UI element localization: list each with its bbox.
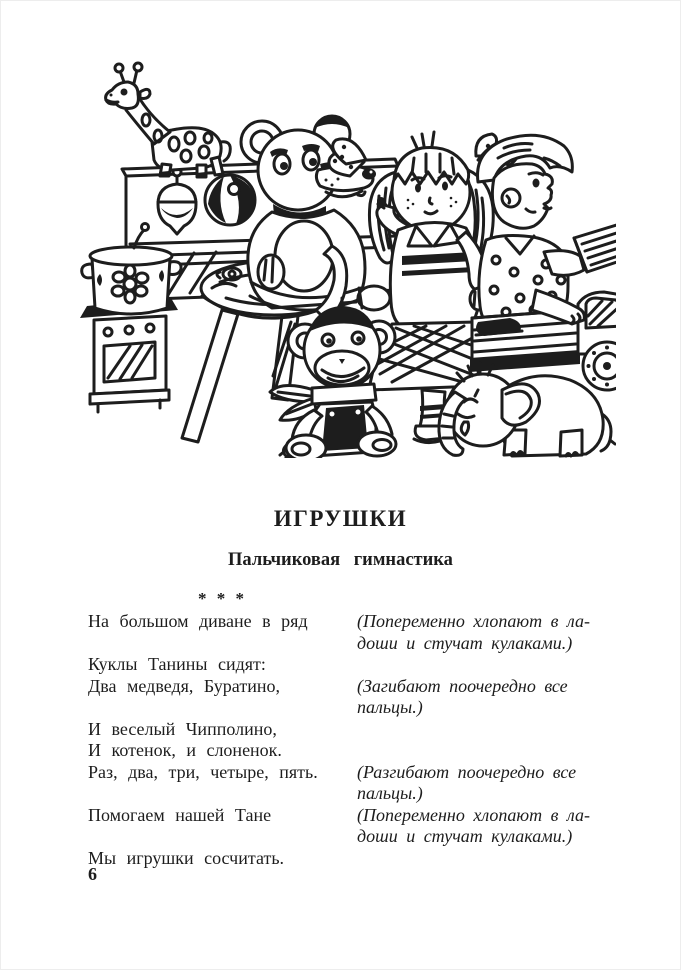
instruction-line: доши и стучат кулаками.) (357, 632, 573, 653)
poem-row (88, 654, 618, 676)
poem-row (88, 848, 618, 870)
page-subtitle: Пальчиковая гимнастика (228, 550, 453, 570)
instruction-line: пальцы.) (357, 697, 423, 717)
instruction-line: (Разгибают поочередно все (357, 761, 577, 782)
instruction-line: (Попеременно хлопают в ла- (357, 804, 590, 825)
poem-row (88, 719, 618, 741)
verse-line: Помогаем нашей Тане (88, 804, 272, 825)
instruction (357, 805, 615, 848)
verse-line: И котенок, и слоненок. (88, 740, 282, 760)
page-title: ИГРУШКИ (273, 506, 408, 531)
poem-row (88, 676, 618, 719)
poem-row (88, 740, 618, 762)
instruction (357, 762, 615, 805)
page-number: 6 (88, 864, 97, 884)
toys-illustration-svg (72, 58, 616, 458)
verse-line: Раз, два, три, четыре, пять. (88, 761, 318, 782)
stanza-separator: * * * (198, 589, 247, 608)
instruction-line: пальцы.) (357, 783, 423, 803)
verse-line: И веселый Чипполино, (88, 718, 277, 739)
instruction (357, 611, 615, 654)
giraffe-figure (106, 63, 231, 178)
verse-line: Два медведя, Буратино, (88, 675, 280, 696)
poem (88, 611, 618, 869)
instruction-line: (Загибают поочередно все (357, 675, 568, 696)
verse-line: На большом диване в ряд (88, 611, 308, 631)
toy-ball (205, 175, 255, 225)
instruction (357, 676, 615, 719)
poem-row (88, 805, 618, 848)
instruction-line: доши и стучат кулаками.) (357, 826, 573, 846)
verse-line: Мы игрушки сосчитать. (88, 847, 285, 868)
poem-row (88, 611, 618, 654)
poem-row (88, 762, 618, 805)
verse-line: Куклы Танины сидят: (88, 654, 266, 674)
toys-illustration (72, 58, 616, 458)
instruction-line: (Попеременно хлопают в ла- (357, 611, 590, 631)
